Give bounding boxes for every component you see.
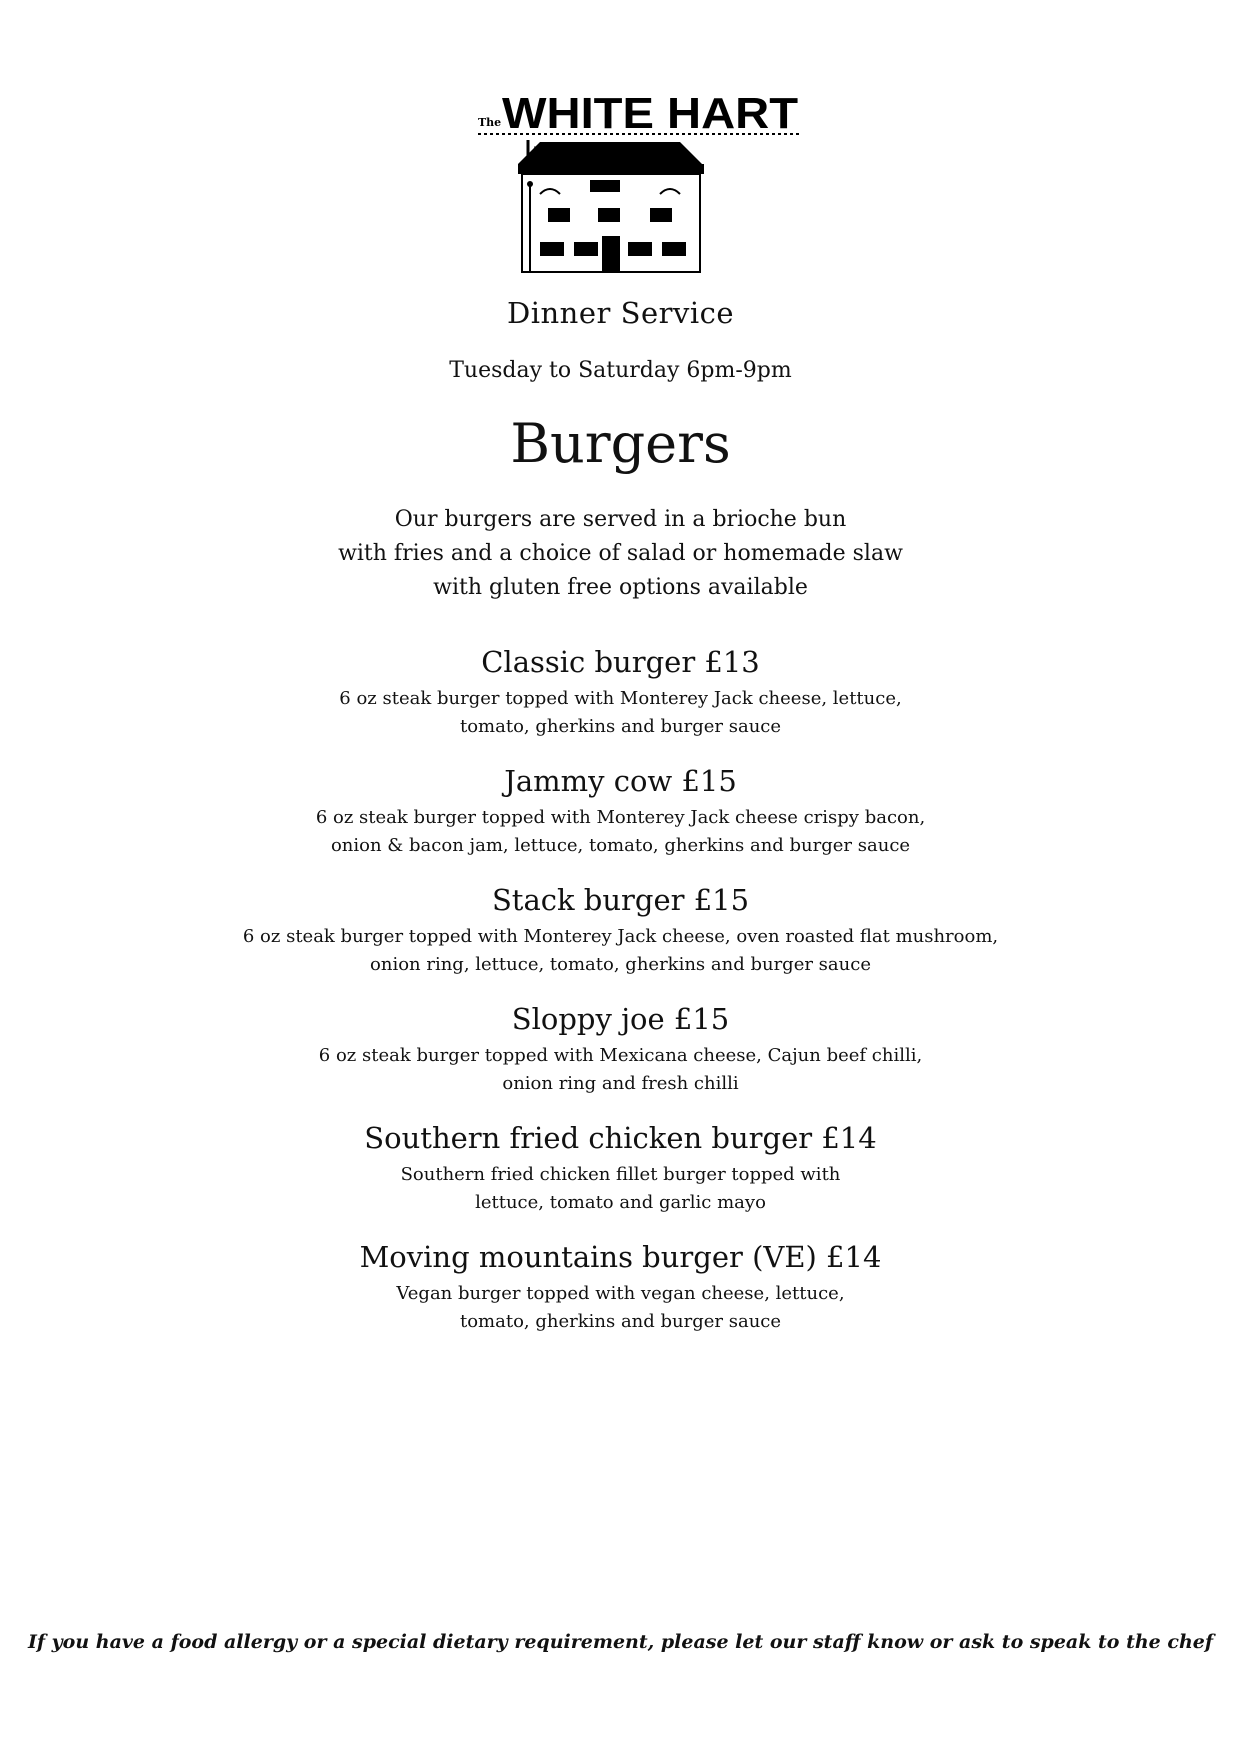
description-line: 6 oz steak burger topped with Monterey Jack cheese, oven roasted flat mushroom,: [242, 926, 999, 947]
description-line: onion & bacon jam, lettuce, tomato, gherkins and burger sauce: [330, 835, 911, 856]
menu-item-title: Southern fried chicken burger £14: [364, 1121, 877, 1155]
description-line: tomato, gherkins and burger sauce: [459, 1311, 782, 1332]
section-title: Burgers: [510, 412, 731, 475]
menu-item: [0, 1237, 1241, 1356]
menu-item-description: [0, 1042, 1241, 1098]
menu-item: [0, 642, 1241, 761]
menu-item-description: [0, 685, 1241, 741]
description-line: 6 oz steak burger topped with Mexicana cheese, Cajun beef chilli,: [318, 1045, 923, 1066]
allergy-note: If you have a food allergy or a special dietary requirement, please let our staff know or ask to speak to the chef: [27, 1631, 1214, 1653]
menu-item-title: Sloppy joe £15: [511, 1002, 730, 1036]
description-line: Southern fried chicken fillet burger topped with: [400, 1164, 841, 1185]
description-line: onion ring and fresh chilli: [502, 1073, 739, 1094]
menu-item-description: [0, 804, 1241, 860]
description-line: onion ring, lettuce, tomato, gherkins and burger sauce: [370, 954, 871, 975]
description-line: 6 oz steak burger topped with Monterey Jack cheese crispy bacon,: [315, 807, 926, 828]
menu-item-title: Jammy cow £15: [504, 764, 737, 798]
logo-prefix: The: [478, 116, 502, 129]
description-line: Vegan burger topped with vegan cheese, lettuce,: [396, 1283, 845, 1304]
menu-item-title: Stack burger £15: [491, 883, 750, 917]
section-intro: [0, 503, 1241, 605]
menu-item: [0, 761, 1241, 880]
service-hours: Tuesday to Saturday 6pm-9pm: [449, 358, 792, 383]
menu-item-title: Classic burger £13: [481, 645, 760, 679]
menu-item-description: [0, 923, 1241, 979]
logo: [470, 76, 810, 276]
description-line: 6 oz steak burger topped with Monterey Jack cheese, lettuce,: [339, 688, 902, 709]
intro-line: with gluten free options available: [433, 575, 808, 600]
menu-item: [0, 999, 1241, 1118]
intro-line: Our burgers are served in a brioche bun: [394, 507, 847, 532]
service-title: Dinner Service: [506, 296, 735, 330]
description-line: lettuce, tomato and garlic mayo: [475, 1192, 766, 1213]
menu-item-description: [0, 1280, 1241, 1336]
logo-name: WHITE HART: [502, 89, 799, 138]
description-line: tomato, gherkins and burger sauce: [459, 716, 782, 737]
intro-line: with fries and a choice of salad or homemade slaw: [338, 541, 903, 566]
menu-item: [0, 1118, 1241, 1237]
menu-item: [0, 880, 1241, 999]
menu-item-description: [0, 1161, 1241, 1217]
menu-item-title: Moving mountains burger (VE) £14: [359, 1240, 882, 1274]
pub-building-logo-icon: [470, 76, 810, 276]
menu-list: [0, 642, 1241, 1356]
